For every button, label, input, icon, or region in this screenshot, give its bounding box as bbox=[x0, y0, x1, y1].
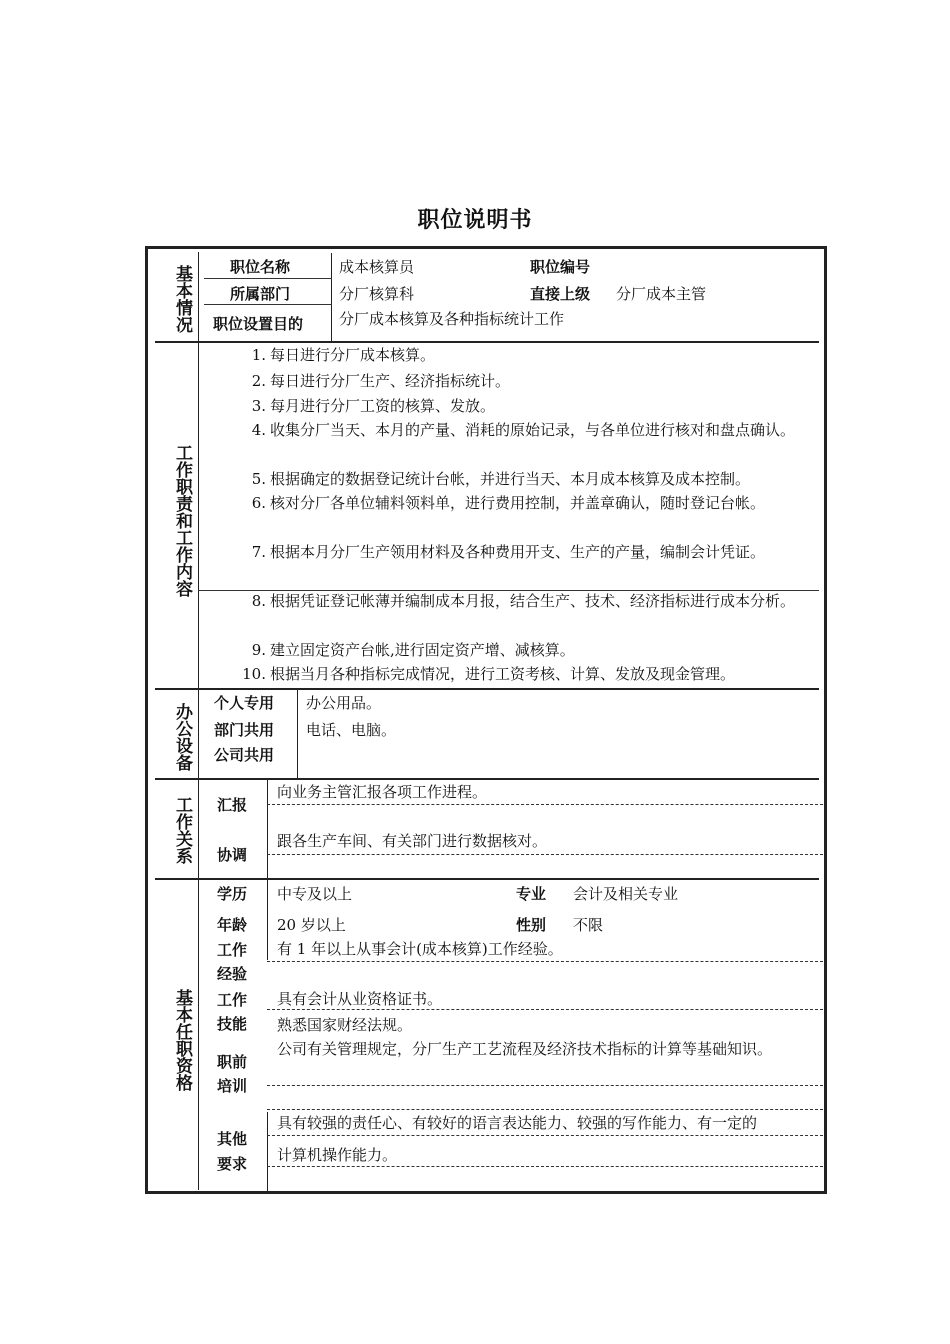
duty-item: 9. 建立固定资产台帐,进行固定资产增、减核算。 bbox=[251, 641, 575, 659]
dashed-line bbox=[267, 854, 823, 855]
dashed-line bbox=[267, 1109, 823, 1110]
report-label: 汇报 bbox=[217, 796, 248, 814]
gender-label: 性别 bbox=[516, 916, 547, 934]
company-equipment-label: 公司共用 bbox=[214, 746, 275, 764]
position-name-value: 成本核算员 bbox=[339, 258, 415, 276]
dashed-line bbox=[267, 1166, 823, 1167]
other-requirements-label: 其他 bbox=[217, 1130, 248, 1148]
coordinate-value: 跟各生产车间、有关部门进行数据核对。 bbox=[277, 832, 548, 850]
equipment-col-divider bbox=[297, 690, 298, 778]
personal-equipment-label: 个人专用 bbox=[214, 694, 275, 712]
dashed-line bbox=[267, 1085, 823, 1086]
section-relations: 工作关系 bbox=[172, 796, 192, 864]
other-requirements-label: 要求 bbox=[217, 1155, 248, 1173]
duty-item: 1. 每日进行分厂成本核算。 bbox=[251, 346, 436, 364]
supervisor-value: 分厂成本主管 bbox=[616, 285, 707, 303]
experience-label: 经验 bbox=[217, 965, 248, 983]
qual-col-divider bbox=[267, 1112, 268, 1192]
other-requirements-value: 具有较强的责任心、有较好的语言表达能力、较强的写作能力、有一定的 bbox=[277, 1114, 758, 1132]
department-value: 分厂核算科 bbox=[339, 285, 415, 303]
duty-item: 8. 根据凭证登记帐薄并编制成本月报，结合生产、技术、经济指标进行成本分析。 bbox=[251, 592, 796, 610]
dashed-line bbox=[267, 961, 823, 962]
section-line bbox=[155, 778, 819, 780]
report-value: 向业务主管汇报各项工作进程。 bbox=[277, 783, 488, 801]
dashed-line bbox=[267, 1135, 823, 1136]
training-value: 公司有关管理规定，分厂生产工艺流程及经济技术指标的计算等基础知识。 bbox=[277, 1040, 773, 1058]
page-title: 职位说明书 bbox=[417, 208, 533, 233]
duty-item: 10. 根据当月各种指标完成情况，进行工资考核、计算、发放及现金管理。 bbox=[242, 665, 736, 683]
coordinate-label: 协调 bbox=[217, 846, 248, 864]
skills-label: 技能 bbox=[217, 1015, 248, 1033]
skills-value: 具有会计从业资格证书。 bbox=[277, 990, 443, 1008]
education-label: 学历 bbox=[217, 885, 248, 903]
duty-item: 3. 每月进行分厂工资的核算、发放。 bbox=[251, 397, 496, 415]
skills-label: 工作 bbox=[217, 991, 248, 1009]
age-label: 年龄 bbox=[217, 916, 248, 934]
purpose-label: 职位设置目的 bbox=[213, 315, 304, 333]
major-value: 会计及相关专业 bbox=[573, 885, 679, 903]
duty-item: 4. 收集分厂当天、本月的产量、消耗的原始记录，与各单位进行核对和盘点确认。 bbox=[251, 421, 796, 439]
qual-col-divider bbox=[267, 880, 268, 960]
section-duties: 工作职责和工作内容 bbox=[172, 443, 192, 597]
dashed-line bbox=[267, 804, 823, 805]
supervisor-label: 直接上级 bbox=[530, 285, 591, 303]
training-label: 培训 bbox=[217, 1077, 248, 1095]
age-value: 20 岁以上 bbox=[277, 916, 346, 934]
basic-row-line bbox=[204, 304, 332, 305]
skills-value: 熟悉国家财经法规。 bbox=[277, 1016, 413, 1034]
training-label: 职前 bbox=[217, 1053, 248, 1071]
major-label: 专业 bbox=[516, 885, 547, 903]
position-name-label: 职位名称 bbox=[230, 258, 291, 276]
basic-col-divider bbox=[331, 253, 332, 341]
duty-item: 5. 根据确定的数据登记统计台帐，并进行当天、本月成本核算及成本控制。 bbox=[251, 470, 751, 488]
dashed-line bbox=[267, 1009, 823, 1010]
experience-value: 有 1 年以上从事会计(成本核算)工作经验。 bbox=[277, 940, 563, 958]
relations-col-divider bbox=[267, 780, 268, 878]
education-value: 中专及以上 bbox=[277, 885, 353, 903]
department-label: 所属部门 bbox=[230, 285, 291, 303]
duty-item: 6. 核对分厂各单位辅料领料单，进行费用控制，并盖章确认，随时登记台帐。 bbox=[251, 494, 766, 512]
other-requirements-value: 计算机操作能力。 bbox=[277, 1146, 398, 1164]
section-equipment: 办公设备 bbox=[172, 703, 192, 771]
duty-item: 7. 根据本月分厂生产领用材料及各种费用开支、生产的产量，编制会计凭证。 bbox=[251, 543, 766, 561]
personal-equipment-value: 办公用品。 bbox=[306, 694, 382, 712]
duty-item: 2. 每日进行分厂生产、经济指标统计。 bbox=[251, 372, 511, 390]
gender-value: 不限 bbox=[573, 916, 604, 934]
basic-row-line bbox=[204, 278, 332, 279]
dept-equipment-label: 部门共用 bbox=[214, 721, 275, 739]
experience-label: 工作 bbox=[217, 941, 248, 959]
section-line bbox=[155, 878, 819, 880]
section-divider bbox=[198, 252, 199, 1190]
section-basic-info: 基本情况 bbox=[172, 265, 192, 333]
purpose-value: 分厂成本核算及各种指标统计工作 bbox=[339, 310, 565, 328]
position-code-label: 职位编号 bbox=[530, 258, 591, 276]
section-qualifications: 基本任职资格 bbox=[172, 989, 192, 1091]
dept-equipment-value: 电话、电脑。 bbox=[306, 721, 397, 739]
section-line bbox=[155, 688, 819, 690]
